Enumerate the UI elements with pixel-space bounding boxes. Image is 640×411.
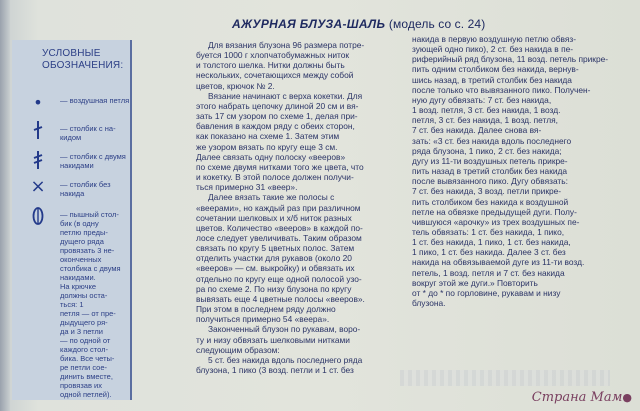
page-edge-texture bbox=[400, 370, 610, 386]
single-crossbar-stitch-icon bbox=[26, 120, 50, 142]
page-binding-shadow bbox=[0, 0, 10, 411]
article-title: АЖУРНАЯ БЛУЗА-ШАЛЬ bbox=[232, 17, 386, 31]
article-headline bbox=[232, 17, 532, 31]
puff-stitch-svg bbox=[31, 206, 45, 226]
watermark-dot-icon: ● bbox=[622, 391, 632, 404]
legend-label-treble-crochet: — столбик с двумя накидами bbox=[60, 152, 126, 170]
article-source-ref: (модель со с. 24) bbox=[388, 17, 486, 31]
legend-label-chain-stitch: — воздушная петля bbox=[60, 96, 130, 105]
site-watermark bbox=[532, 390, 632, 405]
legend-panel bbox=[12, 40, 132, 400]
double-crossbar-stitch-svg bbox=[31, 150, 45, 170]
puff-stitch-icon bbox=[26, 206, 50, 228]
legend-label-double-crochet: — столбик с на- кидом bbox=[60, 124, 116, 142]
watermark-text: Страна Мам bbox=[531, 390, 623, 405]
text-column-2 bbox=[412, 34, 626, 308]
paragraph-yoke: Вязание начинают с верха кокетки. Для этого набрать цепочку длиной 20 см и вя- зать 17 см узором по схеме 1, делая при- бавления в каждом ряду с обеих сторон, как показано на схеме 1. Затем этим же узором вязать по кругу еще 3 см. Далее связать одну полоску «вееров» по схеме двумя нитками того же цвета, что и кокетку. В этой полосе должен получи- ться примерно 31 «веер». bbox=[196, 90, 364, 193]
legend-label-puff-stitch: — пышный стол- бик (в одну петлю преды- дущего ряда провязать 3 не- оконченных столбика с двумя накидами. На крючке должны оста- ться: 1 петля — от пре- дыдущего ря- да и 3 петли — по одной от каждого стол- бика. Все четы- ре петли сое- динить вместе, провязав их одной петлей). bbox=[60, 210, 121, 399]
paragraph-fan-stripes: Далее вязать такие же полосы с «веерами», но каждый раз при различном сочетании шелковых и х/б ниток разных цветов. Количество «вееров» в каждой по- лосе следует увеличивать. Таким образом связать по кругу 5 цветных полос. Затем отделить участки для рукавов (около 20 «вееров» — см. выкройку) и обвязать их отдельно по кругу еще одной полосой узо- ра по схеме 2. По низу блузона по кругу вывязать еще 4 цветные полосы «вееров». При этом в последнем ряду должно получиться примерно 54 «веера». bbox=[196, 192, 365, 325]
paragraph-materials: Для вязания блузона 96 размера потре- буется 1000 г хлопчатобумажных ниток и толстого шелка. Нитки должны быть нескольких, сочетающихся между собой цветов, крючок № 2. bbox=[196, 40, 365, 91]
legend-label-single-crochet: — столбик без накида bbox=[60, 180, 111, 198]
paragraph-edging-continued: накида в первую воздушную петлю обвяз- зующей одно пико), 2 ст. без накида в пе- риферийный ряд блузона, 11 возд. петель прикре- пить одним столбиком без накида, вернув- шись назад, в третий столбик без накида после только что вывязанного пико. Получен- ную дугу обвязать: 7 ст. без накида, 1 возд. петля, 3 ст. без накида, 1 возд. петля, 3 ст. без накида, 1 возд. петля, 7 ст. без накида. Далее снова вя- зать: «3 ст. без накида вдоль последнего ряда блузона, 1 пико, 2 ст. без накида; дугу из 11-ти воздушных петель прикре- пить назад в третий столбик без накида после вывязанного пико. Дугу обвязать: 7 ст. без накида, 3 возд. петли прикре- пить столбиком без накида к воздушной петле на обвязке предыдущей дуги. Полу- чившуюся «арочку» из трех воздушных пе- тель обвязать: 1 ст. без накида, 1 пико, 1 ст. без накида, 1 пико, 1 ст. без накида, 1 пико, 1 ст. без накида. Далее 3 ст. без накида на обвязываемой дуге из 11-ти возд. петель, 1 возд. петля и 7 ст. без накида вокруг этой же дуги.» Повторить от * до * по горловине, рукавам и низу блузона. bbox=[412, 34, 609, 309]
x-stitch-icon: × bbox=[30, 176, 46, 197]
legend-title: УСЛОВНЫЕ ОБОЗНАЧЕНИЯ: bbox=[42, 48, 124, 71]
text-column-1 bbox=[196, 40, 392, 375]
paragraph-edging-start: 5 ст. без накида вдоль последнего ряда блузона, 1 пико (3 возд. петли и 1 ст. без bbox=[196, 354, 363, 375]
single-crossbar-stitch-svg bbox=[31, 120, 45, 140]
double-crossbar-stitch-icon bbox=[26, 150, 50, 172]
paragraph-edging-intro: Законченный блузон по рукавам, воро- ту и низу обвязать шелковыми нитками следующим образом: bbox=[196, 324, 361, 355]
dot-icon: • bbox=[33, 93, 43, 112]
